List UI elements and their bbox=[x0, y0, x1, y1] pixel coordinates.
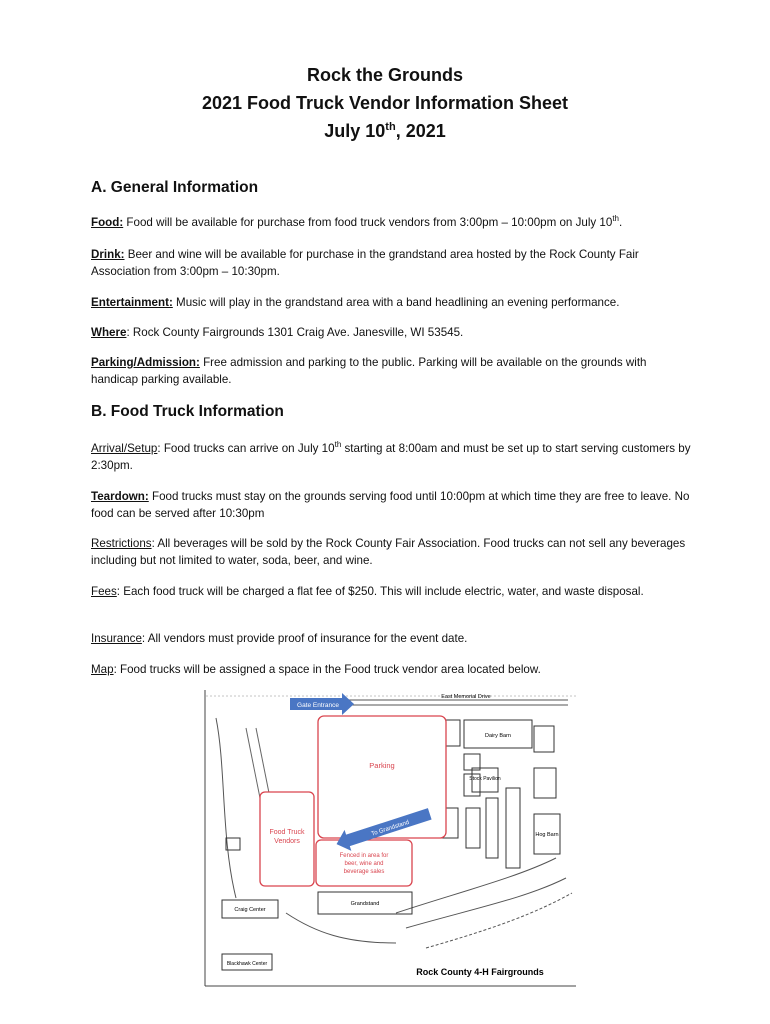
map-paragraph bbox=[91, 661, 691, 678]
stock-pavilion-label: Stock Pavilion bbox=[469, 776, 501, 782]
building-tiny-left bbox=[226, 838, 240, 850]
building-long-3 bbox=[466, 808, 480, 848]
map-text: : Food trucks will be assigned a space in the Food truck vendor area located below. bbox=[113, 663, 541, 676]
food-sup: th bbox=[612, 214, 619, 224]
road-diagonal-2 bbox=[406, 878, 566, 928]
east-memorial-drive-label: East Memorial Drive bbox=[441, 694, 491, 700]
parking-text: Free admission and parking to the public. Parking will be available on the grounds with handicap parking available. bbox=[91, 356, 647, 386]
title-sheet: 2021 Food Truck Vendor Information Sheet bbox=[201, 93, 569, 113]
teardown-text: Food trucks must stay on the grounds serving food until 10:00pm at which time they are free to leave. No food can be served after 10:30pm bbox=[91, 490, 690, 520]
where-paragraph bbox=[91, 324, 691, 341]
fairgrounds-map-svg bbox=[196, 688, 576, 988]
building-long-2 bbox=[486, 798, 498, 858]
arrival-sup: th bbox=[334, 440, 342, 450]
food-text: Food will be available for purchase from food truck vendors from 3:00pm – 10:00pm on July 10 bbox=[123, 216, 613, 229]
building-small-5 bbox=[534, 768, 556, 798]
road-diagonal-1 bbox=[396, 858, 556, 913]
entertainment-paragraph bbox=[91, 294, 691, 311]
insurance-label: Insurance bbox=[91, 632, 142, 645]
insurance-text: : All vendors must provide proof of insurance for the event date. bbox=[141, 632, 468, 645]
grandstand-label: Grandstand bbox=[350, 901, 380, 907]
teardown-label: Teardown: bbox=[91, 490, 149, 503]
date-main: July 10 bbox=[324, 121, 386, 141]
parking-paragraph bbox=[91, 354, 691, 388]
fees-paragraph bbox=[91, 583, 691, 600]
restrictions-text: : All beverages will be sold by the Rock County Fair Association. Food trucks can not sell any beverages including but not limited to water, soda, beer, and wine. bbox=[91, 537, 686, 567]
where-label: Where bbox=[91, 326, 127, 339]
drink-paragraph bbox=[91, 246, 691, 280]
restrictions-label: Restrictions bbox=[91, 537, 152, 550]
title-date bbox=[0, 117, 770, 145]
drink-text: Beer and wine will be available for purchase in the grandstand area hosted by the Rock County Fair Association from 3:00pm – 10:30pm. bbox=[91, 248, 639, 278]
to-grandstand-label: To Grandstand bbox=[370, 819, 411, 838]
food-truck-label-1: Food Truck bbox=[269, 829, 305, 836]
restrictions-paragraph bbox=[91, 535, 691, 569]
map-label: Map bbox=[91, 663, 114, 676]
fairgrounds-map bbox=[196, 688, 576, 988]
food-tail: . bbox=[619, 216, 623, 229]
food-label: Food: bbox=[91, 216, 124, 229]
food-truck-label-2: Vendors bbox=[274, 838, 300, 845]
dairy-barn-label: Dairy Barn bbox=[485, 733, 511, 739]
hog-barn-label: Hog Barn bbox=[535, 832, 559, 838]
blackhawk-center-label: Blackhawk Center bbox=[226, 961, 268, 967]
teardown-paragraph bbox=[91, 488, 691, 522]
where-text: : Rock County Fairgrounds 1301 Craig Ave. Janesville, WI 53545. bbox=[126, 326, 464, 339]
parking-label: Parking/Admission: bbox=[91, 356, 200, 369]
map-caption: Rock County 4-H Fairgrounds bbox=[416, 967, 544, 977]
arrival-label: Arrival/Setup bbox=[91, 442, 158, 455]
arrival-text1: : Food trucks can arrive on July 10 bbox=[157, 442, 335, 455]
fees-label: Fees bbox=[91, 585, 117, 598]
title-event: Rock the Grounds bbox=[306, 65, 463, 85]
fenced-area-label-1: Fenced in area for bbox=[339, 853, 389, 859]
parking-label: Parking bbox=[369, 761, 395, 770]
gate-entrance-label: Gate Entrance bbox=[297, 702, 339, 709]
building-long-1 bbox=[506, 788, 520, 868]
entertainment-text: Music will play in the grandstand area with a band headlining an evening performance. bbox=[172, 296, 620, 309]
section-a-heading: A. General Information bbox=[91, 179, 259, 196]
road-left-curve bbox=[216, 718, 236, 898]
building-small-1 bbox=[534, 726, 554, 752]
road-diagonal-rail bbox=[426, 893, 572, 948]
arrival-text2: starting at 8:00am and must be set up to start serving customers by 2:30pm. bbox=[91, 442, 691, 472]
section-b-heading: B. Food Truck Information bbox=[91, 403, 284, 420]
road-bottom-curve bbox=[286, 913, 396, 943]
craig-center-label: Craig Center bbox=[234, 907, 266, 913]
fees-text: : Each food truck will be charged a flat fee of $250. This will include electric, water, and waste disposal. bbox=[116, 585, 644, 598]
insurance-paragraph bbox=[91, 630, 691, 647]
fenced-area-label-3: beverage sales bbox=[343, 869, 385, 875]
fenced-area-label-2: beer, wine and bbox=[344, 861, 384, 867]
food-paragraph bbox=[91, 214, 691, 231]
drink-label: Drink: bbox=[91, 248, 125, 261]
date-year: , 2021 bbox=[395, 121, 446, 141]
arrival-paragraph bbox=[91, 440, 691, 474]
date-sup: th bbox=[385, 121, 396, 133]
entertainment-label: Entertainment: bbox=[91, 296, 173, 309]
